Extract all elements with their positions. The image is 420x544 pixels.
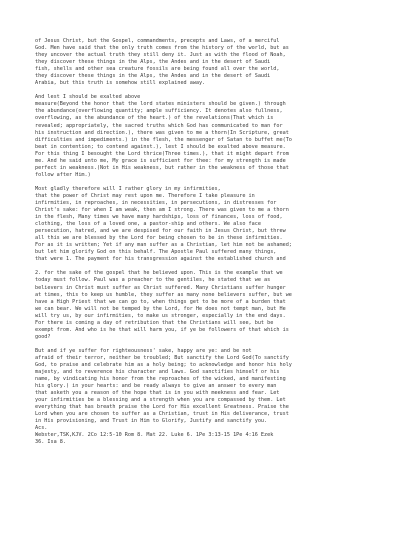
paragraph-gap xyxy=(35,341,391,348)
document-page xyxy=(35,38,391,447)
paragraph-gap xyxy=(35,87,391,94)
paragraph-thorn-in-flesh: And lest I should be exalted above measure(Beyond the honor that the lord states ministers should be given.) through the abundance(overflowing quantity; ample sufficiency. It denotes also fullness, overflowing, as the abundance of the heart.) of the revelations(That which is revealed; appropriately, the sacred truths which God has communicated to man for his instruction and direction.), there was given to me a thorn(In Scripture, great difficulties and impediments.) in the flesh, the messenger of Satan to buffet me(To beat in contention; to contend against.), lest I should be exalted above measure. For this thing I besought the Lord thrice(Three times.), that it might depart from me. And he said unto me, My grace is sufficient for thee: for my strength is made perfect in weakness.(Not in His weakness, but rather in the weakness of those that follow after Him.) xyxy=(35,94,292,178)
paragraph-gospel-sake: 2. for the sake of the gospel that he believed upon. This is the example that we today must follow. Paul was a preacher to the gentiles, he stated that we as believers in Christ must suffer as Christ suffered. Many Christians suffer hunger at times, this to keep us humble, they suffer as many none believers suffer, but we have a High Priest that we can go to, when things get to be more of a burden that we can bear. We will not be temped by the Lord, for He does not tempt man, but He will try us, by our infirmities, to make us stronger, especially in the end days. For there is coming a day of retribution that the Christians will see, but be exempt from. And who is he that will harm you, if ye be followers of that which is good? xyxy=(35,270,292,340)
paragraph-glory-in-infirmities: Most gladly therefore will I rather glory in my infirmities, that the power of Christ may rest upon me. Therefore I take pleasure in infirmities, in reproaches, in necessities, in persecutions, in distresses for Christ's sake: for when I am weak, then am I strong. There was given to me a thorn in the flesh, Many times we have many hardships, loss of finances, loss of food, clothing, the loss of a loved one, a pastor-ship and others. We also face persecution, hatred, and we are despised for our faith in Jesus Christ, but threw all this we are blessed by the Lord for being chosen to be in these infirmities. For as it is written; Yet if any man suffer as a Christian, let him not be ashamed; but let him glorify God on this behalf. The Apostle Paul suffered many things, that were 1. The payment for his transgression against the established church and xyxy=(35,185,292,263)
paragraph-flood-truth: of Jesus Christ, but the Gospel, commandments, precepts and Laws, of a merciful God. Men have said that the only truth comes from the history of the world, but as they uncover the actual truth they still deny it. Just as with the flood of Noah, they discover these things in the Alps, the Andes and in the desert of Saudi fish, shells and other sea creature fossils are being found all over the world, they discover these things in the Alps, the Andes and in the desert of Saudi Arabia, but this truth is somehow still explained away. xyxy=(35,38,289,87)
paragraph-gap xyxy=(35,263,391,270)
paragraph-righteousness-sake: But and if ye suffer for righteousness' sake, happy are ye: and be not afraid of their terror, neither be troubled; But sanctify the Lord God(To sanctify God, to praise and celebrate him as a holy being; to acknowledge and honor his holy majesty, and to reverence his character and laws. God sanctifies himself or his name, by vindicating his honor from the reproaches of the wicked, and manifesting his glory.) in your hearts: and be ready always to give an answer to every man that asketh you a reason of the hope that is in you with meekness and fear. Let your infirmities be a blessing and a strength when you are compassed by them. Let everything that has breath praise the Lord for His excellent Greatness. Praise the Lord when you are chosen to suffer as a Christian, trust in His deliverance, trust in His provisioning, and Trust in Him to Glorify, Justify and sanctify you. Acs. Webster,TSK,KJV. 2Co 12:5-10 Rom 8. Mat 22. Luke 6. 1Pe 3:13-15 1Pe 4:16 Ezek 36. Isa 8. xyxy=(35,347,292,446)
paragraph-gap xyxy=(35,179,391,186)
